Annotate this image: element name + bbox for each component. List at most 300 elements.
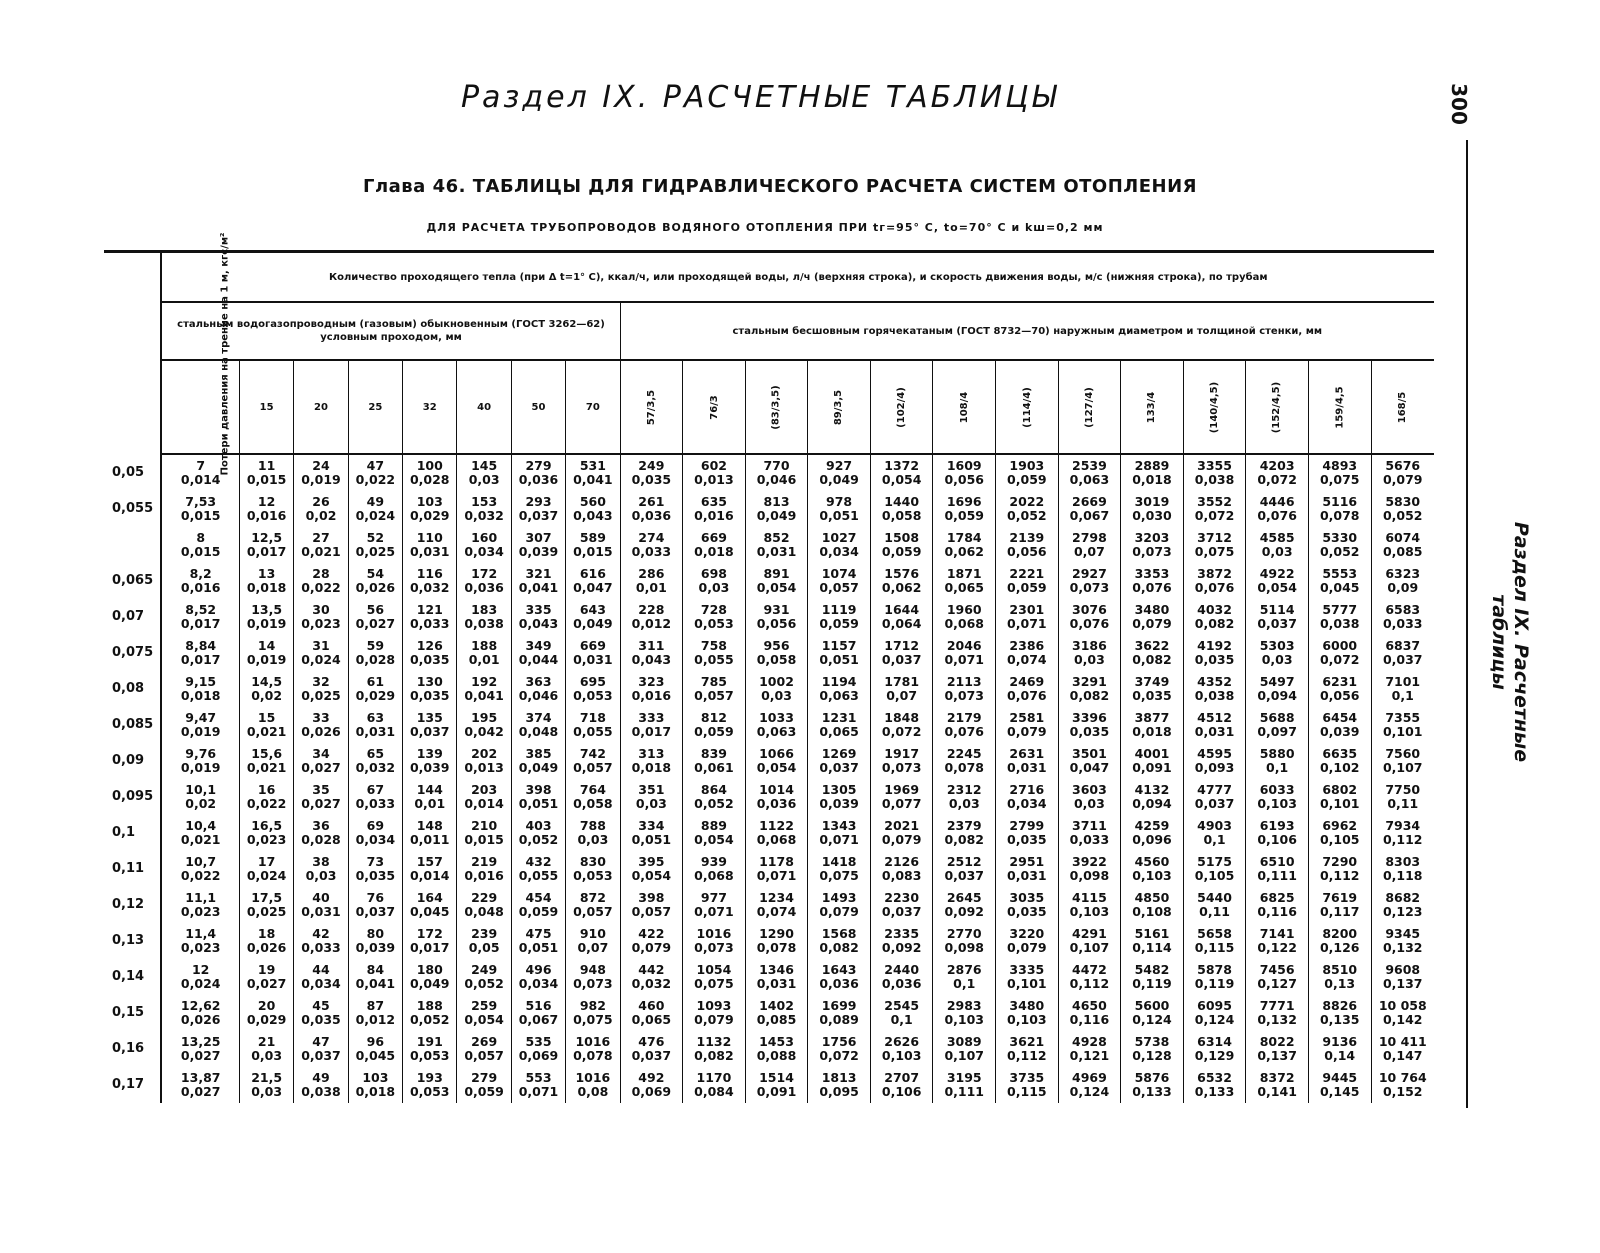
heat-flow-value: 3353 bbox=[1134, 566, 1170, 581]
table-cell bbox=[403, 779, 457, 815]
table-cell bbox=[403, 1067, 457, 1103]
section-title: Раздел IX. РАСЧЕТНЫЕ ТАБЛИЦЫ bbox=[460, 80, 1060, 115]
table-cell bbox=[745, 1031, 808, 1067]
water-velocity-value: 0,076 bbox=[1069, 616, 1110, 631]
water-velocity-value: 0,085 bbox=[1382, 544, 1423, 559]
pressure-loss-header-text: Потери давления на трение на 1 м, кгс/м² bbox=[219, 232, 231, 475]
water-velocity-value: 0,045 bbox=[355, 1048, 396, 1063]
heat-flow-value: 8372 bbox=[1259, 1070, 1295, 1085]
water-velocity-value: 0,05 bbox=[468, 940, 500, 955]
water-velocity-value: 0,013 bbox=[694, 472, 734, 487]
table-cell bbox=[1246, 995, 1309, 1031]
pipe-size-header: 50 bbox=[511, 360, 565, 454]
heat-flow-value: 4560 bbox=[1134, 854, 1170, 869]
heat-flow-value: 2889 bbox=[1134, 458, 1170, 473]
water-velocity-value: 0,01 bbox=[414, 796, 446, 811]
table-cell bbox=[808, 851, 871, 887]
heat-flow-value: 6962 bbox=[1322, 818, 1358, 833]
table-cell bbox=[348, 527, 402, 563]
heat-flow-value: 135 bbox=[416, 710, 443, 725]
table-cell bbox=[745, 707, 808, 743]
table-cell bbox=[933, 779, 996, 815]
table-cell bbox=[1058, 671, 1121, 707]
water-velocity-value: 0,019 bbox=[301, 472, 341, 487]
heat-flow-value: 764 bbox=[579, 782, 606, 797]
heat-flow-value: 47 bbox=[312, 1034, 330, 1049]
table-cell bbox=[870, 743, 933, 779]
pipe-size-label: 159/4,5 bbox=[1334, 385, 1346, 429]
heat-flow-value: 852 bbox=[763, 530, 790, 545]
table-cell bbox=[161, 959, 239, 995]
heat-flow-value: 160 bbox=[471, 530, 498, 545]
water-velocity-value: 0,015 bbox=[246, 472, 287, 487]
water-velocity-value: 0,03 bbox=[761, 688, 792, 703]
table-cell bbox=[294, 707, 348, 743]
table-cell bbox=[348, 563, 402, 599]
water-velocity-value: 0,045 bbox=[409, 904, 450, 919]
table-cell bbox=[933, 707, 996, 743]
water-velocity-value: 0,119 bbox=[1194, 976, 1235, 991]
heat-flow-value: 2021 bbox=[884, 818, 920, 833]
table-cell bbox=[403, 959, 457, 995]
table-cell bbox=[161, 815, 239, 851]
water-velocity-value: 0,065 bbox=[631, 1012, 672, 1027]
water-velocity-value: 0,015 bbox=[573, 544, 613, 559]
table-cell bbox=[457, 454, 511, 491]
pressure-loss-cell: 0,15 bbox=[104, 995, 161, 1031]
pressure-loss-cell: 0,08 bbox=[104, 671, 161, 707]
heat-flow-value: 110 bbox=[416, 530, 443, 545]
table-cell bbox=[511, 815, 565, 851]
heat-flow-value: 1756 bbox=[821, 1034, 857, 1049]
pipe-size-header bbox=[620, 360, 683, 454]
table-cell bbox=[403, 815, 457, 851]
heat-flow-value: 6095 bbox=[1197, 998, 1232, 1013]
water-velocity-value: 0,037 bbox=[944, 868, 985, 883]
heat-flow-value: 553 bbox=[525, 1070, 552, 1085]
table-cell bbox=[808, 491, 871, 527]
water-velocity-value: 0,056 bbox=[1319, 688, 1360, 703]
heat-flow-value: 5880 bbox=[1259, 746, 1295, 761]
heat-flow-value: 6033 bbox=[1259, 782, 1295, 797]
table-cell bbox=[511, 599, 565, 635]
table-cell bbox=[294, 671, 348, 707]
table-cell bbox=[348, 995, 402, 1031]
table-cell bbox=[1058, 743, 1121, 779]
heat-flow-value: 1453 bbox=[759, 1034, 794, 1049]
table-cell bbox=[511, 491, 565, 527]
heat-flow-value: 931 bbox=[763, 602, 790, 617]
table-cell bbox=[511, 1031, 565, 1067]
heat-flow-value: 1346 bbox=[759, 962, 794, 977]
table-cell bbox=[566, 851, 620, 887]
heat-flow-value: 239 bbox=[471, 926, 498, 941]
heat-flow-value: 460 bbox=[638, 998, 665, 1013]
table-cell bbox=[1308, 454, 1371, 491]
table-cell bbox=[1246, 671, 1309, 707]
water-velocity-value: 0,03 bbox=[251, 1084, 283, 1099]
water-velocity-value: 0,038 bbox=[1194, 688, 1235, 703]
water-velocity-value: 0,103 bbox=[1069, 904, 1110, 919]
table-cell bbox=[1121, 923, 1184, 959]
heat-flow-value: 7934 bbox=[1385, 818, 1421, 833]
heat-flow-value: 172 bbox=[471, 566, 498, 581]
table-cell bbox=[620, 454, 683, 491]
water-velocity-value: 0,13 bbox=[1324, 976, 1356, 991]
heat-flow-value: 6231 bbox=[1322, 674, 1358, 689]
table-cell bbox=[457, 995, 511, 1031]
water-velocity-value: 0,059 bbox=[694, 724, 734, 739]
water-velocity-value: 0,112 bbox=[1069, 976, 1110, 991]
flow-quantity-header: Количество проходящего тепла (при Δ t=1° С), ккал/ч, или проходящей воды, л/ч (верхняя строка), и скорость движения воды, м/с (нижняя строка), по трубам bbox=[161, 252, 1434, 303]
water-velocity-value: 0,037 bbox=[881, 904, 922, 919]
heat-flow-value: 1643 bbox=[821, 962, 857, 977]
table-cell bbox=[1308, 779, 1371, 815]
water-velocity-value: 0,092 bbox=[944, 904, 985, 919]
water-velocity-value: 0,11 bbox=[1199, 904, 1230, 919]
table-cell bbox=[294, 635, 348, 671]
hydraulic-table bbox=[104, 232, 1434, 1103]
table-cell bbox=[566, 454, 620, 491]
water-velocity-value: 0,01 bbox=[635, 580, 667, 595]
heat-flow-value: 910 bbox=[579, 926, 606, 941]
heat-flow-value: 695 bbox=[579, 674, 606, 689]
water-velocity-value: 0,054 bbox=[756, 580, 797, 595]
table-cell bbox=[1121, 1067, 1184, 1103]
water-velocity-value: 0,078 bbox=[756, 940, 797, 955]
running-side-title: Раздел IX. Расчетные таблицы bbox=[1488, 521, 1532, 763]
heat-flow-value: 1960 bbox=[946, 602, 982, 617]
table-cell bbox=[683, 743, 746, 779]
heat-flow-value: 73 bbox=[366, 854, 385, 869]
table-cell bbox=[1246, 563, 1309, 599]
water-velocity-value: 0,049 bbox=[819, 472, 859, 487]
water-velocity-value: 0,023 bbox=[180, 940, 221, 955]
water-velocity-value: 0,034 bbox=[355, 832, 396, 847]
table-cell bbox=[457, 851, 511, 887]
water-velocity-value: 0,079 bbox=[694, 1012, 734, 1027]
water-velocity-value: 0,07 bbox=[577, 940, 609, 955]
table-cell bbox=[1246, 635, 1309, 671]
heat-flow-value: 4291 bbox=[1072, 926, 1107, 941]
water-velocity-value: 0,044 bbox=[518, 652, 559, 667]
table-cell bbox=[403, 923, 457, 959]
table-cell bbox=[1246, 923, 1309, 959]
water-velocity-value: 0,075 bbox=[1194, 544, 1235, 559]
water-velocity-value: 0,036 bbox=[464, 580, 504, 595]
heat-flow-value: 12,5 bbox=[251, 530, 283, 545]
table-cell bbox=[566, 959, 620, 995]
water-velocity-value: 0,082 bbox=[1069, 688, 1110, 703]
table-cell bbox=[1308, 1031, 1371, 1067]
table-cell bbox=[403, 707, 457, 743]
table-cell bbox=[1183, 491, 1246, 527]
heat-flow-value: 7290 bbox=[1322, 854, 1358, 869]
water-velocity-value: 0,027 bbox=[355, 616, 396, 631]
pipe-size-header: 20 bbox=[294, 360, 348, 454]
heat-flow-value: 602 bbox=[700, 458, 727, 473]
heat-flow-value: 1132 bbox=[696, 1034, 732, 1049]
heat-flow-value: 3291 bbox=[1072, 674, 1107, 689]
table-cell bbox=[511, 707, 565, 743]
heat-flow-value: 34 bbox=[312, 746, 330, 761]
heat-flow-value: 56 bbox=[366, 602, 385, 617]
water-velocity-value: 0,091 bbox=[1132, 760, 1172, 775]
table-cell bbox=[745, 1067, 808, 1103]
table-cell bbox=[294, 1067, 348, 1103]
table-cell bbox=[745, 743, 808, 779]
water-velocity-value: 0,053 bbox=[573, 688, 613, 703]
water-velocity-value: 0,137 bbox=[1382, 976, 1423, 991]
heat-flow-value: 148 bbox=[416, 818, 443, 833]
table-cell bbox=[620, 1031, 683, 1067]
heat-flow-value: 812 bbox=[700, 710, 727, 725]
table-cell bbox=[1121, 454, 1184, 491]
water-velocity-value: 0,054 bbox=[756, 760, 797, 775]
water-velocity-value: 0,059 bbox=[881, 544, 922, 559]
heat-flow-value: 38 bbox=[312, 854, 330, 869]
heat-flow-value: 516 bbox=[525, 998, 552, 1013]
heat-flow-value: 21 bbox=[257, 1034, 276, 1049]
table-cell bbox=[161, 1031, 239, 1067]
heat-flow-value: 1002 bbox=[759, 674, 794, 689]
water-velocity-value: 0,072 bbox=[1257, 472, 1297, 487]
water-velocity-value: 0,039 bbox=[1319, 724, 1360, 739]
table-cell bbox=[1371, 491, 1434, 527]
water-velocity-value: 0,024 bbox=[180, 976, 221, 991]
heat-flow-value: 476 bbox=[638, 1034, 665, 1049]
table-cell bbox=[1246, 887, 1309, 923]
table-cell bbox=[808, 923, 871, 959]
heat-flow-value: 2386 bbox=[1009, 638, 1045, 653]
water-velocity-value: 0,031 bbox=[756, 976, 797, 991]
table-cell bbox=[683, 779, 746, 815]
heat-flow-value: 63 bbox=[366, 710, 385, 725]
water-velocity-value: 0,031 bbox=[756, 544, 797, 559]
pipe-size-header bbox=[1058, 360, 1121, 454]
heat-flow-value: 977 bbox=[700, 890, 727, 905]
water-velocity-value: 0,01 bbox=[468, 652, 500, 667]
heat-flow-value: 1568 bbox=[821, 926, 857, 941]
table-cell bbox=[1183, 454, 1246, 491]
water-velocity-value: 0,082 bbox=[1132, 652, 1172, 667]
pressure-loss-cell: 0,1 bbox=[104, 815, 161, 851]
heat-flow-value: 33 bbox=[312, 710, 330, 725]
heat-flow-value: 1231 bbox=[821, 710, 857, 725]
water-velocity-value: 0,027 bbox=[180, 1048, 221, 1063]
table-cell bbox=[348, 671, 402, 707]
table-row bbox=[104, 995, 1434, 1031]
table-cell bbox=[348, 923, 402, 959]
heat-flow-value: 1784 bbox=[946, 530, 982, 545]
heat-flow-value: 1016 bbox=[575, 1034, 611, 1049]
table-cell bbox=[1308, 527, 1371, 563]
water-velocity-value: 0,1 bbox=[1203, 832, 1226, 847]
heat-flow-value: 10 764 bbox=[1378, 1070, 1427, 1085]
table-cell bbox=[745, 599, 808, 635]
water-velocity-value: 0,079 bbox=[1132, 616, 1172, 631]
heat-flow-value: 2669 bbox=[1072, 494, 1107, 509]
heat-flow-value: 927 bbox=[826, 458, 853, 473]
table-cell bbox=[348, 1067, 402, 1103]
water-velocity-value: 0,111 bbox=[1257, 868, 1297, 883]
water-velocity-value: 0,119 bbox=[1132, 976, 1172, 991]
water-velocity-value: 0,073 bbox=[694, 940, 734, 955]
heat-flow-value: 180 bbox=[416, 962, 443, 977]
heat-flow-value: 8826 bbox=[1322, 998, 1358, 1013]
heat-flow-value: 20 bbox=[257, 998, 276, 1013]
heat-flow-value: 956 bbox=[763, 638, 790, 653]
water-velocity-value: 0,128 bbox=[1132, 1048, 1172, 1063]
water-velocity-value: 0,037 bbox=[301, 1048, 341, 1063]
water-velocity-value: 0,014 bbox=[464, 796, 504, 811]
table-cell bbox=[870, 851, 933, 887]
water-velocity-value: 0,08 bbox=[577, 1084, 609, 1099]
table-cell bbox=[870, 1031, 933, 1067]
table-cell bbox=[403, 454, 457, 491]
water-velocity-value: 0,069 bbox=[631, 1084, 672, 1099]
table-cell bbox=[1183, 599, 1246, 635]
water-velocity-value: 0,082 bbox=[944, 832, 985, 847]
water-velocity-value: 0,014 bbox=[180, 472, 221, 487]
water-velocity-value: 0,058 bbox=[573, 796, 613, 811]
table-cell bbox=[1183, 635, 1246, 671]
heat-flow-value: 758 bbox=[700, 638, 727, 653]
heat-flow-value: 669 bbox=[700, 530, 727, 545]
water-velocity-value: 0,022 bbox=[180, 868, 221, 883]
table-cell bbox=[403, 635, 457, 671]
table-cell bbox=[996, 887, 1059, 923]
table-cell bbox=[1246, 1031, 1309, 1067]
heat-flow-value: 3220 bbox=[1009, 926, 1045, 941]
water-velocity-value: 0,02 bbox=[251, 688, 283, 703]
water-velocity-value: 0,059 bbox=[464, 1084, 504, 1099]
water-velocity-value: 0,016 bbox=[180, 580, 221, 595]
water-velocity-value: 0,037 bbox=[518, 508, 559, 523]
water-velocity-value: 0,022 bbox=[355, 472, 396, 487]
heat-flow-value: 18 bbox=[257, 926, 276, 941]
heat-flow-value: 2927 bbox=[1072, 566, 1107, 581]
table-cell bbox=[620, 635, 683, 671]
table-cell bbox=[870, 454, 933, 491]
table-cell bbox=[745, 527, 808, 563]
table-cell bbox=[808, 635, 871, 671]
heat-flow-value: 8200 bbox=[1322, 926, 1358, 941]
heat-flow-value: 2716 bbox=[1009, 782, 1045, 797]
heat-flow-value: 4352 bbox=[1197, 674, 1232, 689]
heat-flow-value: 589 bbox=[579, 530, 606, 545]
table-cell bbox=[294, 527, 348, 563]
heat-flow-value: 28 bbox=[312, 566, 330, 581]
water-velocity-value: 0,052 bbox=[1007, 508, 1047, 523]
table-cell bbox=[683, 707, 746, 743]
heat-flow-value: 269 bbox=[471, 1034, 498, 1049]
water-velocity-value: 0,026 bbox=[246, 940, 287, 955]
table-cell bbox=[403, 851, 457, 887]
water-velocity-value: 0,067 bbox=[518, 1012, 559, 1027]
water-velocity-value: 0,105 bbox=[1194, 868, 1235, 883]
water-velocity-value: 0,03 bbox=[948, 796, 980, 811]
pressure-loss-cell: 0,085 bbox=[104, 707, 161, 743]
water-velocity-value: 0,018 bbox=[631, 760, 672, 775]
heat-flow-value: 293 bbox=[525, 494, 552, 509]
heat-flow-value: 1122 bbox=[759, 818, 794, 833]
table-cell bbox=[683, 563, 746, 599]
table-cell bbox=[620, 599, 683, 635]
table-cell bbox=[161, 527, 239, 563]
table-cell bbox=[683, 1031, 746, 1067]
heat-flow-value: 3922 bbox=[1072, 854, 1107, 869]
table-cell bbox=[511, 454, 565, 491]
water-velocity-value: 0,076 bbox=[1007, 688, 1047, 703]
table-cell bbox=[348, 815, 402, 851]
table-cell bbox=[745, 923, 808, 959]
table-cell bbox=[348, 491, 402, 527]
water-velocity-value: 0,049 bbox=[756, 508, 797, 523]
table-cell bbox=[161, 779, 239, 815]
water-velocity-value: 0,147 bbox=[1382, 1048, 1423, 1063]
heat-flow-value: 10,7 bbox=[185, 854, 217, 869]
heat-flow-value: 5161 bbox=[1134, 926, 1170, 941]
heat-flow-value: 398 bbox=[525, 782, 552, 797]
table-cell bbox=[566, 779, 620, 815]
heat-flow-value: 32 bbox=[312, 674, 330, 689]
water-velocity-value: 0,032 bbox=[464, 508, 504, 523]
water-velocity-value: 0,093 bbox=[1194, 760, 1235, 775]
table-cell bbox=[511, 923, 565, 959]
water-velocity-value: 0,039 bbox=[409, 760, 450, 775]
heat-flow-value: 6635 bbox=[1322, 746, 1358, 761]
heat-flow-value: 4472 bbox=[1072, 962, 1107, 977]
table-cell bbox=[996, 923, 1059, 959]
water-velocity-value: 0,013 bbox=[464, 760, 504, 775]
table-cell bbox=[1308, 959, 1371, 995]
table-cell bbox=[348, 1031, 402, 1067]
heat-flow-value: 1074 bbox=[821, 566, 857, 581]
pipe-size-header bbox=[933, 360, 996, 454]
water-velocity-value: 0,091 bbox=[756, 1084, 797, 1099]
heat-flow-value: 3019 bbox=[1134, 494, 1170, 509]
table-cell bbox=[620, 671, 683, 707]
water-velocity-value: 0,038 bbox=[1319, 616, 1360, 631]
table-cell bbox=[870, 671, 933, 707]
heat-flow-value: 8 bbox=[196, 530, 206, 545]
table-row bbox=[104, 779, 1434, 815]
water-velocity-value: 0,063 bbox=[1069, 472, 1110, 487]
table-cell bbox=[566, 887, 620, 923]
table-cell bbox=[683, 851, 746, 887]
table-cell bbox=[620, 959, 683, 995]
heat-flow-value: 7 bbox=[196, 458, 206, 473]
heat-flow-value: 2113 bbox=[946, 674, 982, 689]
water-velocity-value: 0,082 bbox=[819, 940, 859, 955]
heat-flow-value: 788 bbox=[579, 818, 606, 833]
heat-flow-value: 422 bbox=[638, 926, 665, 941]
table-cell bbox=[239, 1031, 293, 1067]
water-velocity-value: 0,103 bbox=[944, 1012, 985, 1027]
heat-flow-value: 12,62 bbox=[180, 998, 221, 1013]
heat-flow-value: 24 bbox=[312, 458, 330, 473]
chapter-title: Глава 46. ТАБЛИЦЫ ДЛЯ ГИДРАВЛИЧЕСКОГО РАСЧЕТА СИСТЕМ ОТОПЛЕНИЯ bbox=[362, 176, 1198, 197]
pipe-size-header bbox=[1371, 360, 1434, 454]
right-margin-rule bbox=[1466, 140, 1468, 1108]
heat-flow-value: 4001 bbox=[1134, 746, 1170, 761]
table-cell bbox=[1183, 779, 1246, 815]
table-cell bbox=[620, 1067, 683, 1103]
table-cell bbox=[239, 923, 293, 959]
heat-flow-value: 153 bbox=[471, 494, 498, 509]
water-velocity-value: 0,037 bbox=[881, 652, 922, 667]
